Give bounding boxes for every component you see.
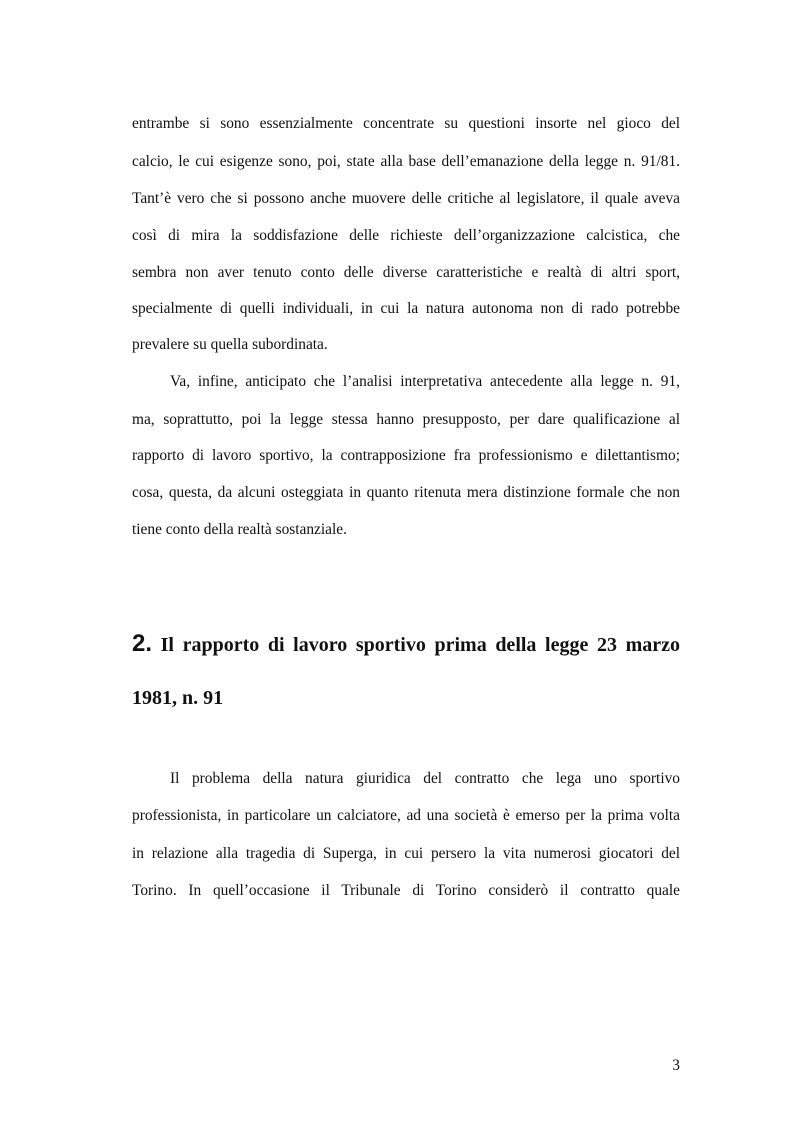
- text-line: prevalere su quella subordinata.: [132, 336, 328, 353]
- section-number: 2.: [132, 630, 153, 657]
- text-line: calcio, le cui esigenze sono, poi, state alla base dell’emanazione della legge n. 91/81.: [132, 153, 680, 170]
- section-heading: [132, 630, 680, 659]
- text-line: così di mira la soddisfazione delle richieste dell’organizzazione calcistica, che: [132, 227, 680, 244]
- text-line: sembra non aver tenuto conto delle diverse caratteristiche e realtà di altri sport,: [132, 264, 680, 281]
- page-number: 3: [672, 1057, 680, 1074]
- section-title-line2: 1981, n. 91: [132, 687, 224, 709]
- text-line: rapporto di lavoro sportivo, la contrapposizione fra professionismo e dilettantismo;: [132, 447, 680, 464]
- text-line: Torino. In quell’occasione il Tribunale di Torino considerò il contratto quale: [132, 882, 680, 899]
- text-line: Tant’è vero che si possono anche muovere delle critiche al legislatore, il quale aveva: [132, 190, 680, 207]
- section-title-line1: Il rapporto di lavoro sportivo prima della legge 23 marzo: [160, 634, 681, 656]
- text-line: entrambe si sono essenzialmente concentrate su questioni insorte nel gioco del: [132, 115, 680, 132]
- text-line: in relazione alla tragedia di Superga, in cui persero la vita numerosi giocatori del: [132, 845, 680, 862]
- text-line: ma, soprattutto, poi la legge stessa hanno presupposto, per dare qualificazione al: [132, 411, 680, 428]
- text-line: professionista, in particolare un calciatore, ad una società è emerso per la prima volta: [132, 807, 680, 824]
- text-line: cosa, questa, da alcuni osteggiata in quanto ritenuta mera distinzione formale che non: [132, 484, 680, 501]
- text-line: tiene conto della realtà sostanziale.: [132, 521, 347, 538]
- text-line: specialmente di quelli individuali, in cui la natura autonoma non di rado potrebbe: [132, 300, 680, 317]
- text-line: Va, infine, anticipato che l’analisi interpretativa antecedente alla legge n. 91,: [170, 373, 680, 390]
- text-line: Il problema della natura giuridica del contratto che lega uno sportivo: [170, 770, 680, 787]
